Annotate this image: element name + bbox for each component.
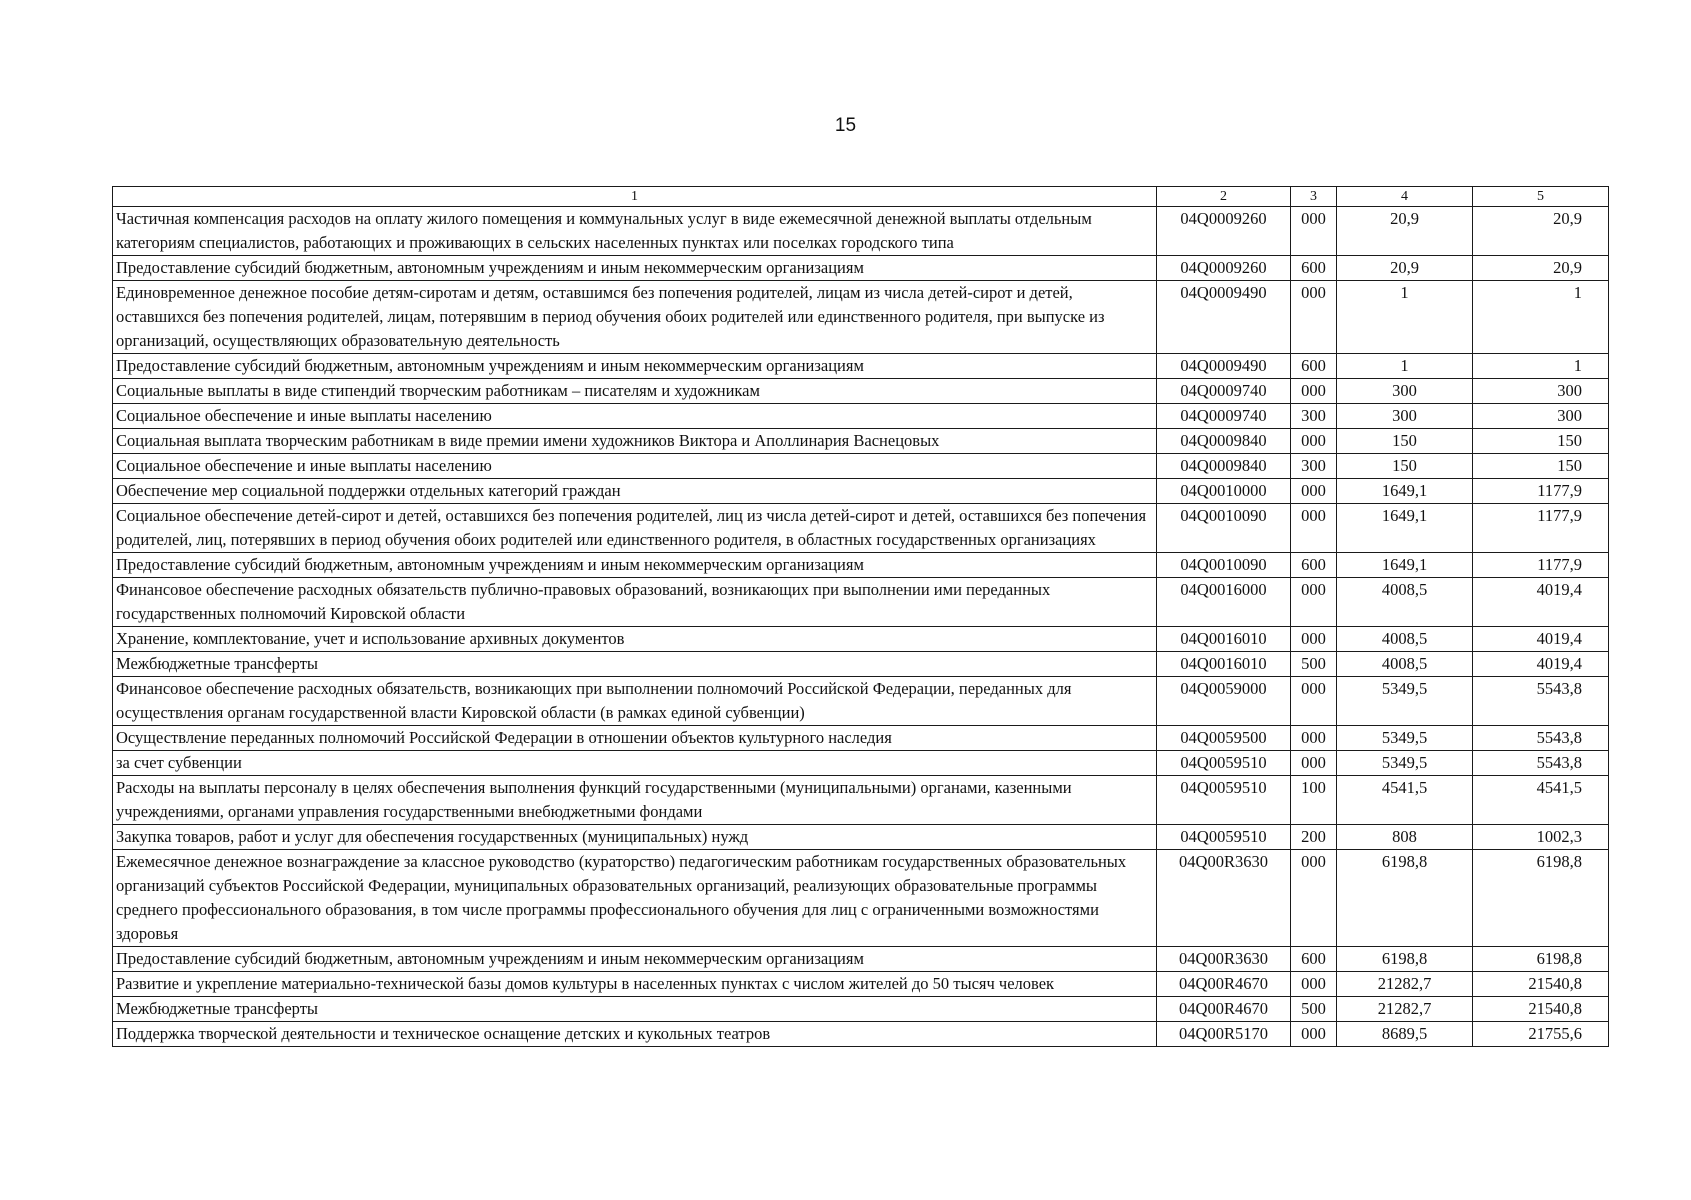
table-row — [113, 479, 1609, 504]
row-value-col4: 5349,5 — [1337, 751, 1473, 776]
header-row — [113, 187, 1609, 207]
row-expense-type: 000 — [1291, 504, 1337, 553]
table-row — [113, 627, 1609, 652]
row-name: Единовременное денежное пособие детям-сиротам и детям, оставшимся без попечения родителей, лицам из числа детей-сирот и детей, оставшихся без попечения родителей, лицам, потерявшим в период обучения обоих родителей или единственного родителя, при выпуске из организаций, осуществляющих образовательную деятельность — [113, 281, 1157, 354]
row-value-col5: 5543,8 — [1473, 751, 1609, 776]
row-expense-type: 000 — [1291, 677, 1337, 726]
row-value-col5: 4019,4 — [1473, 578, 1609, 627]
table-row — [113, 454, 1609, 479]
row-value-col4: 1649,1 — [1337, 553, 1473, 578]
row-code: 04Q0009840 — [1157, 429, 1291, 454]
table-row — [113, 726, 1609, 751]
row-name: Хранение, комплектование, учет и использование архивных документов — [113, 627, 1157, 652]
row-expense-type: 000 — [1291, 751, 1337, 776]
row-expense-type: 000 — [1291, 627, 1337, 652]
row-value-col5: 21540,8 — [1473, 972, 1609, 997]
row-expense-type: 000 — [1291, 578, 1337, 627]
table-body — [113, 207, 1609, 1047]
row-name: Закупка товаров, работ и услуг для обеспечения государственных (муниципальных) нужд — [113, 825, 1157, 850]
table-row — [113, 972, 1609, 997]
row-name: Поддержка творческой деятельности и техническое оснащение детских и кукольных театров — [113, 1022, 1157, 1047]
table-row — [113, 207, 1609, 256]
row-code: 04Q0016000 — [1157, 578, 1291, 627]
row-value-col4: 300 — [1337, 404, 1473, 429]
row-value-col5: 5543,8 — [1473, 677, 1609, 726]
row-value-col4: 6198,8 — [1337, 850, 1473, 947]
table-row — [113, 947, 1609, 972]
row-value-col5: 1177,9 — [1473, 479, 1609, 504]
row-expense-type: 500 — [1291, 652, 1337, 677]
row-code: 04Q0010090 — [1157, 553, 1291, 578]
row-name: Частичная компенсация расходов на оплату жилого помещения и коммунальных услуг в виде ежемесячной денежной выплаты отдельным категориям специалистов, работающих и проживающих в сельских населенных пунктах или поселках городского типа — [113, 207, 1157, 256]
row-expense-type: 000 — [1291, 850, 1337, 947]
row-code: 04Q00R3630 — [1157, 850, 1291, 947]
row-value-col5: 1 — [1473, 281, 1609, 354]
row-code: 04Q0010090 — [1157, 504, 1291, 553]
row-value-col5: 21540,8 — [1473, 997, 1609, 1022]
row-code: 04Q00R4670 — [1157, 997, 1291, 1022]
row-name: Ежемесячное денежное вознаграждение за классное руководство (кураторство) педагогическим работникам государственных образовательных организаций субъектов Российской Федерации, муниципальных образовательных организаций, реализующих образовательные программы среднего профессионального образования, в том числе программы профессионального обучения для лиц с ограниченными возможностями здоровья — [113, 850, 1157, 947]
header-col-2: 2 — [1157, 187, 1291, 207]
row-code: 04Q0059510 — [1157, 825, 1291, 850]
row-code: 04Q00R3630 — [1157, 947, 1291, 972]
row-name: Предоставление субсидий бюджетным, автономным учреждениям и иным некоммерческим организациям — [113, 354, 1157, 379]
row-value-col5: 5543,8 — [1473, 726, 1609, 751]
row-expense-type: 000 — [1291, 429, 1337, 454]
row-expense-type: 600 — [1291, 256, 1337, 281]
row-expense-type: 300 — [1291, 404, 1337, 429]
header-col-4: 4 — [1337, 187, 1473, 207]
table-row — [113, 825, 1609, 850]
row-value-col4: 5349,5 — [1337, 726, 1473, 751]
table-row — [113, 677, 1609, 726]
row-code: 04Q0009260 — [1157, 207, 1291, 256]
row-expense-type: 600 — [1291, 553, 1337, 578]
row-name: Осуществление переданных полномочий Российской Федерации в отношении объектов культурного наследия — [113, 726, 1157, 751]
row-value-col5: 6198,8 — [1473, 850, 1609, 947]
row-name: Межбюджетные трансферты — [113, 652, 1157, 677]
row-value-col5: 1 — [1473, 354, 1609, 379]
row-expense-type: 200 — [1291, 825, 1337, 850]
row-value-col4: 150 — [1337, 429, 1473, 454]
row-name: Расходы на выплаты персоналу в целях обеспечения выполнения функций государственными (муниципальными) органами, казенными учреждениями, органами управления государственными внебюджетными фондами — [113, 776, 1157, 825]
row-value-col4: 20,9 — [1337, 256, 1473, 281]
row-value-col4: 150 — [1337, 454, 1473, 479]
row-name: Социальная выплата творческим работникам в виде премии имени художников Виктора и Аполлинария Васнецовых — [113, 429, 1157, 454]
row-code: 04Q0059000 — [1157, 677, 1291, 726]
row-value-col4: 8689,5 — [1337, 1022, 1473, 1047]
row-value-col5: 21755,6 — [1473, 1022, 1609, 1047]
row-expense-type: 000 — [1291, 726, 1337, 751]
row-value-col5: 1177,9 — [1473, 553, 1609, 578]
row-value-col5: 6198,8 — [1473, 947, 1609, 972]
budget-table-container — [112, 186, 1608, 1047]
row-value-col5: 20,9 — [1473, 207, 1609, 256]
row-value-col4: 808 — [1337, 825, 1473, 850]
row-value-col5: 1002,3 — [1473, 825, 1609, 850]
row-value-col5: 20,9 — [1473, 256, 1609, 281]
table-row — [113, 776, 1609, 825]
row-value-col4: 1649,1 — [1337, 504, 1473, 553]
row-code: 04Q0009490 — [1157, 281, 1291, 354]
row-code: 04Q0016010 — [1157, 652, 1291, 677]
table-row — [113, 751, 1609, 776]
table-row — [113, 504, 1609, 553]
row-value-col4: 4008,5 — [1337, 578, 1473, 627]
row-name: Социальные выплаты в виде стипендий творческим работникам – писателям и художникам — [113, 379, 1157, 404]
row-name: Развитие и укрепление материально-технической базы домов культуры в населенных пунктах с числом жителей до 50 тысяч человек — [113, 972, 1157, 997]
row-value-col5: 150 — [1473, 454, 1609, 479]
row-name: Предоставление субсидий бюджетным, автономным учреждениям и иным некоммерческим организациям — [113, 256, 1157, 281]
row-value-col4: 5349,5 — [1337, 677, 1473, 726]
row-name: Финансовое обеспечение расходных обязательств, возникающих при выполнении полномочий Российской Федерации, переданных для осуществления органам государственной власти Кировской области (в рамках единой субвенции) — [113, 677, 1157, 726]
row-code: 04Q00R5170 — [1157, 1022, 1291, 1047]
budget-table — [112, 186, 1609, 1047]
row-value-col4: 4008,5 — [1337, 652, 1473, 677]
row-value-col4: 20,9 — [1337, 207, 1473, 256]
row-value-col4: 1 — [1337, 354, 1473, 379]
row-name: за счет субвенции — [113, 751, 1157, 776]
table-row — [113, 997, 1609, 1022]
row-value-col5: 150 — [1473, 429, 1609, 454]
header-col-5: 5 — [1473, 187, 1609, 207]
table-row — [113, 429, 1609, 454]
row-value-col5: 4019,4 — [1473, 627, 1609, 652]
row-value-col4: 1 — [1337, 281, 1473, 354]
row-code: 04Q00R4670 — [1157, 972, 1291, 997]
table-row — [113, 404, 1609, 429]
row-name: Обеспечение мер социальной поддержки отдельных категорий граждан — [113, 479, 1157, 504]
row-code: 04Q0009840 — [1157, 454, 1291, 479]
row-value-col4: 1649,1 — [1337, 479, 1473, 504]
table-row — [113, 578, 1609, 627]
header-col-3: 3 — [1291, 187, 1337, 207]
table-row — [113, 281, 1609, 354]
row-expense-type: 000 — [1291, 479, 1337, 504]
row-code: 04Q0059510 — [1157, 776, 1291, 825]
row-value-col4: 4541,5 — [1337, 776, 1473, 825]
row-value-col4: 21282,7 — [1337, 997, 1473, 1022]
row-value-col4: 300 — [1337, 379, 1473, 404]
table-row — [113, 256, 1609, 281]
row-value-col5: 1177,9 — [1473, 504, 1609, 553]
row-name: Финансовое обеспечение расходных обязательств публично-правовых образований, возникающих при выполнении ими переданных государственных полномочий Кировской области — [113, 578, 1157, 627]
row-expense-type: 500 — [1291, 997, 1337, 1022]
table-row — [113, 1022, 1609, 1047]
row-expense-type: 000 — [1291, 207, 1337, 256]
row-code: 04Q0009740 — [1157, 379, 1291, 404]
row-name: Социальное обеспечение детей-сирот и детей, оставшихся без попечения родителей, лиц из числа детей-сирот и детей, оставшихся без попечения родителей, лиц, потерявших в период обучения обоих родителей или единственного родителя, в областных государственных организациях — [113, 504, 1157, 553]
row-expense-type: 100 — [1291, 776, 1337, 825]
row-value-col5: 300 — [1473, 404, 1609, 429]
row-name: Предоставление субсидий бюджетным, автономным учреждениям и иным некоммерческим организациям — [113, 553, 1157, 578]
row-code: 04Q0009490 — [1157, 354, 1291, 379]
table-row — [113, 354, 1609, 379]
row-expense-type: 000 — [1291, 379, 1337, 404]
header-col-1: 1 — [113, 187, 1157, 207]
row-expense-type: 600 — [1291, 947, 1337, 972]
row-expense-type: 300 — [1291, 454, 1337, 479]
page-number: 15 — [834, 115, 857, 136]
row-expense-type: 000 — [1291, 281, 1337, 354]
row-value-col4: 21282,7 — [1337, 972, 1473, 997]
table-row — [113, 553, 1609, 578]
row-expense-type: 600 — [1291, 354, 1337, 379]
row-code: 04Q0059510 — [1157, 751, 1291, 776]
row-name: Межбюджетные трансферты — [113, 997, 1157, 1022]
row-value-col4: 4008,5 — [1337, 627, 1473, 652]
row-name: Социальное обеспечение и иные выплаты населению — [113, 404, 1157, 429]
row-name: Предоставление субсидий бюджетным, автономным учреждениям и иным некоммерческим организациям — [113, 947, 1157, 972]
row-code: 04Q0009740 — [1157, 404, 1291, 429]
row-code: 04Q0016010 — [1157, 627, 1291, 652]
row-value-col5: 300 — [1473, 379, 1609, 404]
row-code: 04Q0059500 — [1157, 726, 1291, 751]
row-value-col5: 4019,4 — [1473, 652, 1609, 677]
row-name: Социальное обеспечение и иные выплаты населению — [113, 454, 1157, 479]
row-expense-type: 000 — [1291, 1022, 1337, 1047]
table-row — [113, 652, 1609, 677]
table-row — [113, 850, 1609, 947]
row-code: 04Q0009260 — [1157, 256, 1291, 281]
table-row — [113, 379, 1609, 404]
row-code: 04Q0010000 — [1157, 479, 1291, 504]
row-value-col4: 6198,8 — [1337, 947, 1473, 972]
row-value-col5: 4541,5 — [1473, 776, 1609, 825]
row-expense-type: 000 — [1291, 972, 1337, 997]
